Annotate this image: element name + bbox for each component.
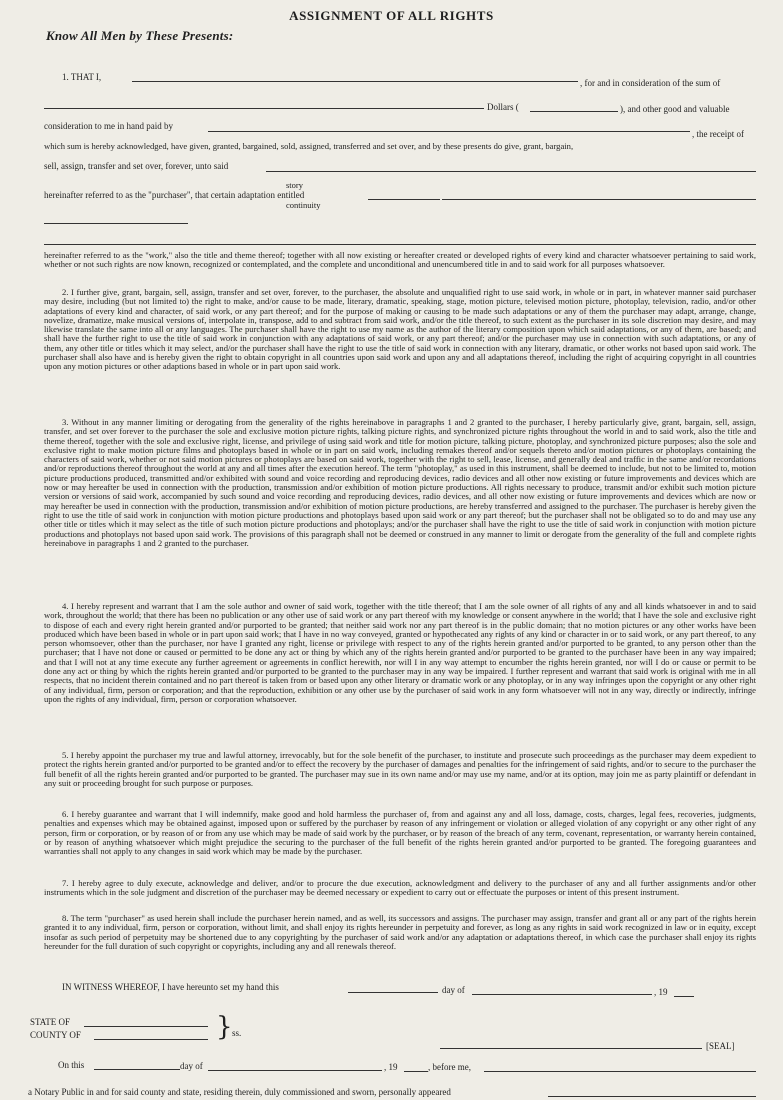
paragraph-8: 8. The term "purchaser" as used herein shall include the purchaser herein named, and as well, its successors and assigns. The purchaser may assign, transfer and grant all or any part of the rights herein granted it to any individual, firm, person or corporation, without limit, and shall enjoy its rights hereunder in perpetuity and forever, as long as any rights in said work recognized in law or in equity, except insofar as such period of perpetuity may be shortened due to any copyrighting by the purchaser of said work and/or any adaptation or adaptations thereof, in which case the purchaser shall enjoy its rights hereunder for the full duration of such copyright or copyrights, including any and all renewals thereof.	[44, 913, 756, 951]
signature-blank[interactable]	[440, 1048, 702, 1049]
notary-name-blank[interactable]	[484, 1071, 756, 1072]
paragraph-4: 4. I hereby represent and warrant that I am the sole author and owner of said work, together with the title thereof; that I am the sole owner of all rights of any and all kinds whatsoever in and to said work, throughout the world; that there has been no publication or any other use of said work or any part thereof with my knowledge or consent anywhere in the world; that I have the sole and exclusive right to dispose of each and every right herein granted and/or purported to be granted; that neither said work nor any part thereof is in the public domain; that no motion pictures or any other works have been produced which have been based in whole or in part upon said work; that I have in no way conveyed, granted or hypothecated any rights of any kind or character in or to said work, or any part thereof, to any person whomsoever, other than the purchaser, nor have I granted any right, license or privilege with respect to any of the rights herein granted and/or purported to be granted, to any person other than the purchaser; that I have not done or caused or permitted to be done any act or thing by which any of the rights herein granted and/or purported to be granted to the purchaser have been in any way impaired; and that I will not at any time execute any further agreement or agreements in conflict herewith, nor will I in any way attempt to encumber the rights herein granted, nor will I do or cause or permit to be done any act or thing by which the rights herein granted and/or purported to be granted to the purchaser may in any way be impaired. I further represent and warrant that said work is original with me in all respects, that no incident therein contained and no part thereof is taken from or based upon any other literary or dramatic work or any photoplay, or in any way infringes upon the copyright or any other right of any individual, firm, person or corporation; and that the reproduction, exhibition or any other use by the purchaser of said work in any form whatsoever will not in any way, directly or indirectly, infringe upon the rights of any individual, firm, person or corporation whatsoever.	[44, 601, 756, 704]
work-ref-text: hereinafter referred to as the "work," also the title and theme thereof; together with all now existing or hereafter created or developed rights of every kind and character whatsoever pertaining to said work, whether or not such rights are now known, recognized or contemplated, and the complete and unconditional and unencumbered title in and to said work for all purposes whatsoever.	[44, 250, 756, 270]
dollars-label: Dollars (	[487, 102, 519, 112]
title-continued-blank-2[interactable]	[44, 244, 756, 245]
adaptation-title-blank[interactable]	[442, 199, 756, 200]
paragraph-6: 6. I hereby guarantee and warrant that I will indemnify, make good and hold harmless the purchaser of, from and against any and all loss, damage, costs, charges, legal fees, recoveries, judgments, penalties and expenses which may be obtained against, imposed upon or suffered by the purchaser by reason of any infringement or violation or alleged violation of any copyright or any other right of any person, firm or corporation, or by reason of or from any use which may be made of said work by the purchaser, or by reason of the breach of any term, covenant, representation, or warranty herein contained, or by reason of anything whatsoever which might prejudice the securing to the purchaser of the full benefit of the rights herein granted and/or purported to be granted. The foregoing guarantees and warranties shall not apply to any changes in said work which may be made by the purchaser.	[44, 809, 756, 857]
ack-year-label: , 19	[384, 1062, 398, 1072]
appeared-blank[interactable]	[548, 1096, 756, 1097]
witness-day-of-label: day of	[442, 985, 465, 995]
paid-by-blank[interactable]	[208, 131, 690, 132]
sell-assign-label: sell, assign, transfer and set over, forever, unto said	[44, 161, 229, 171]
county-blank[interactable]	[94, 1039, 208, 1040]
title-continued-blank-1[interactable]	[44, 223, 188, 224]
witness-label: IN WITNESS WHEREOF, I have hereunto set my hand this	[62, 982, 279, 992]
document-heading: Know All Men by These Presents:	[46, 28, 234, 43]
county-of-label: COUNTY OF	[30, 1030, 81, 1040]
paragraph-7: 7. I hereby agree to duly execute, acknowledge and deliver, and/or to procure the due execution, acknowledgment and delivery to the purchaser of any and all further assignments and/or other instruments which in the sole judgment and discretion of the purchaser may be deemed necessary or expedient to carry out or effectuate the purposes or intent of this present instrument.	[44, 878, 756, 898]
witness-day-blank[interactable]	[348, 992, 438, 993]
witness-year-label: , 19	[654, 987, 668, 997]
document-title: ASSIGNMENT OF ALL RIGHTS	[289, 8, 494, 23]
notary-statement: a Notary Public in and for said county and state, residing therein, duly commissioned and sworn, personally appeared	[28, 1087, 451, 1097]
on-this-label: On this	[58, 1060, 85, 1070]
amount-figures-blank[interactable]	[530, 111, 618, 112]
purchaser-ref-label: hereinafter referred to as the "purchaser", that certain adaptation entitled	[44, 190, 305, 200]
receipt-of-label: , the receipt of	[692, 129, 744, 139]
ss-label: ss.	[232, 1028, 242, 1038]
adaptation-type-blank[interactable]	[368, 199, 440, 200]
venue-brace: }	[216, 1012, 233, 1042]
ack-year-blank[interactable]	[404, 1071, 428, 1072]
purchaser-name-blank[interactable]	[266, 171, 756, 172]
other-good-label: ), and other good and valuable	[620, 104, 730, 114]
seal-label: [SEAL]	[706, 1041, 735, 1051]
paragraph-3: 3. Without in any manner limiting or derogating from the generality of the rights hereinabove in paragraphs 1 and 2 granted to the purchaser, I hereby particularly give, grant, bargain, sell, assign, transfer, and set over forever to the purchaser the sole and exclusive motion picture rights, talking picture rights, and synchronized picture rights throughout the world in and to said work, also the title and theme thereof, together with the sole and exclusive right, license, and privilege of using said work and title for motion picture, talking picture, photoplay, and synchronized picture purposes; also the sole and exclusive right to make motion picture films and photoplays based in whole or in part on said work, including remakes thereof and/or sequels thereto and/or motion pictures or photoplays containing the characters of said work, whether or not said motion pictures or photoplays are based on said work, together with the right to sell, lease, license, and generally deal and traffic in the same and/or recordations and/or reproductions thereof throughout the world at any and all times after the execution hereof. The term "photoplay," as used in this instrument, shall be deemed to include, but not to be limited to, motion picture productions produced, transmitted and/or exhibited with sound and voice recording and reproducing devices, radio devices and all other now existing or future improvements and devices which are now or may hereafter be used in connection with the production, transmission and/or exhibition of motion picture productions. All rights necessary to produce, transmit and/or exhibit such motion picture version or versions of said work, accompanied by such sound and voice recording and reproducing devices, radio devices, and all other now existing or future improvements and devices which are now or may hereafter be used in connection with the production, transmission and/or exhibition of motion picture productions, are hereby transferred and assigned to the purchaser. The purchaser is hereby given the right to use the title of said work in conjunction with motion picture productions and photoplays based upon said work or any part thereof; but the purchaser shall not be obligated so to do and may use any other title or titles which it may select as the title of such motion picture productions and photoplays; and/or the purchaser shall have the right to use the title of said work in conjunction with motion picture productions and photoplays not based upon said work. The provisions of this paragraph shall not be deemed or construed in any manner to limit or derogate from the generality of the full and complete rights hereinabove in paragraphs 1 and 2 granted to the purchaser.	[44, 417, 756, 548]
name-blank[interactable]	[132, 81, 578, 82]
state-of-label: STATE OF	[30, 1017, 71, 1027]
before-me-label: , before me,	[428, 1062, 471, 1072]
state-blank[interactable]	[84, 1026, 208, 1027]
paragraph-2: 2. I further give, grant, bargain, sell, assign, transfer and set over, forever, to the purchaser, the absolute and unqualified right to use said work, in whole or in part, in whatever manner said purchaser may desire, including (but not limited to) the right to make, and/or cause to be made, literary, dramatic, speaking, stage, motion picture, televised motion picture, photoplay, television, radio, and/or other adaptations of every kind and character, of said work, or any part thereof; and for the purpose of making or causing to be made such adaptations or any of them the purchaser may adapt, arrange, change, novelize, dramatize, make musical versions of, interpolate in, transpose, add to and subtract from said work, and/or the title thereof, to such extent as the purchaser in its sole discretion may desire, and may likewise translate the same into all or any languages. The purchaser shall have the right to use my name as the author of the literary composition upon which said adaptations, or any of them, are based; and shall have the further right to use the title of said work in conjunction with any adaptations of said work, or any part thereof; and/or the purchaser may use in connection with such adaptations, or any of them, any other title or titles which it may select, and/or the purchaser shall have the right to use the title of said work in connection with any literary, dramatic, or other works not based upon said work. The purchaser shall also have and is hereby given the right to obtain copyright in all countries upon said work and upon any and all adaptations thereof, including the right of acquiring copyright in all countries upon any motion pictures or other adaptions based in whole or in part upon said work.	[44, 287, 756, 372]
ack-day-of-label: day of	[180, 1061, 203, 1071]
witness-month-blank[interactable]	[472, 994, 652, 995]
continuity-label: continuity	[286, 200, 321, 210]
paragraph-5: 5. I hereby appoint the purchaser my true and lawful attorney, irrevocably, but for the sole benefit of the purchaser, to institute and prosecute such proceedings as the purchaser may deem expedient to protect the rights herein granted and/or purported to be granted and/or to effect the recovery by the purchaser of damages and penalties for the infringement of said rights, and/or to secure to the purchaser the full benefit of all the rights herein granted and/or purported to be granted. The purchaser may sue in its own name and/or may use my name, and/or at its option, may join me as party plaintiff or defendant in any suit or proceeding brought for such purpose or purposes.	[44, 750, 756, 788]
that-i-label: 1. THAT I,	[62, 72, 102, 82]
witness-year-blank[interactable]	[674, 996, 694, 997]
story-label: story	[286, 180, 303, 190]
consideration-sum-label: , for and in consideration of the sum of	[580, 78, 721, 88]
which-sum-text: which sum is hereby acknowledged, have given, granted, bargained, sold, assigned, transferred and set over, and by these presents do give, grant, bargain,	[44, 141, 574, 151]
paid-by-label: consideration to me in hand paid by	[44, 121, 173, 131]
ack-month-blank[interactable]	[208, 1070, 382, 1071]
amount-words-blank[interactable]	[44, 108, 484, 109]
ack-day-blank[interactable]	[94, 1069, 180, 1070]
